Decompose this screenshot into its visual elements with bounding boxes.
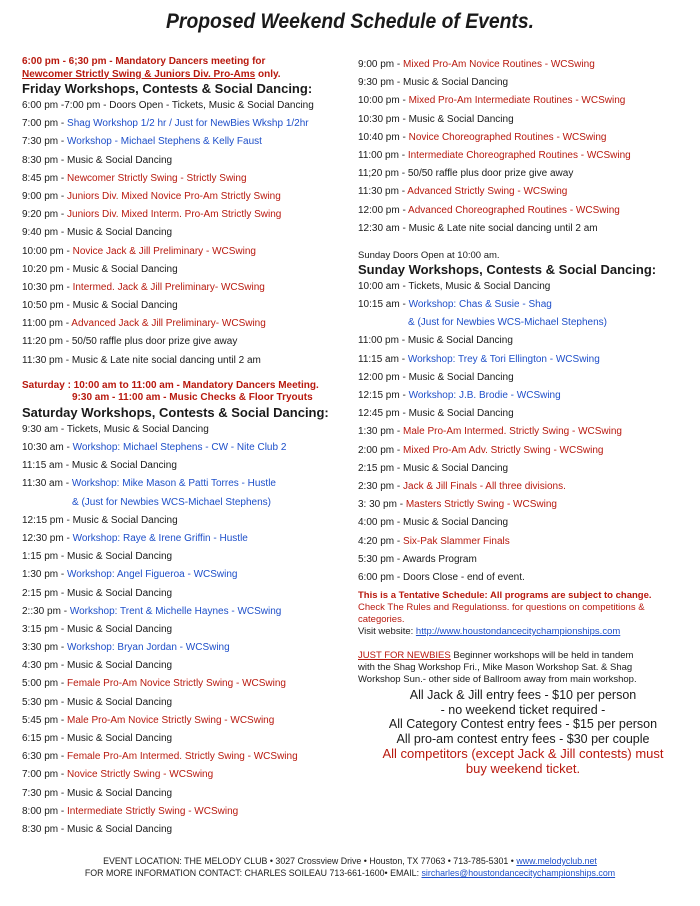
website-line: Visit website: http://www.houstondancecitychampionships.com bbox=[358, 626, 621, 638]
event-time: 12:30 am bbox=[358, 222, 400, 234]
event-time: 10:30 pm bbox=[358, 113, 400, 125]
schedule-row: 11:15 am - Workshop: Trey & Tori Ellington - WCSwing bbox=[358, 353, 600, 365]
disclaimer: This is a Tentative Schedule: All programs are subject to change. Check The Rules and Regulationss. for questions on competitions & categories. bbox=[358, 590, 652, 626]
friday-notice: 6:00 pm - 6;30 pm - Mandatory Dancers meeting for Newcomer Strictly Swing & Juniors Div. Pro-Ams only. bbox=[22, 56, 281, 80]
event-name: Doors Open - Tickets, Music & Social Dancing bbox=[109, 100, 314, 111]
event-time: 10:30 am bbox=[22, 442, 64, 453]
event-time: 9:40 pm bbox=[22, 227, 59, 239]
schedule-row: 9:40 pm - Music & Social Dancing bbox=[22, 227, 173, 239]
page-title: Proposed Weekend Schedule of Events. bbox=[166, 10, 534, 33]
schedule-row: 12:45 pm - Music & Social Dancing bbox=[358, 408, 514, 420]
schedule-row: 1:30 pm - Male Pro-Am Intermed. Strictly Swing - WCSwing bbox=[358, 426, 622, 438]
event-name: Juniors Div. Mixed Interm. Pro-Am Strictly Swing bbox=[67, 209, 282, 221]
event-name: Female Pro-Am Intermed. Strictly Swing - WCSwing bbox=[67, 751, 298, 763]
schedule-row: 10:20 pm - Music & Social Dancing bbox=[22, 263, 178, 275]
event-name: Music & Social Dancing bbox=[67, 823, 173, 835]
schedule-row: 10:00 am - Tickets, Music & Social Dancing bbox=[358, 280, 551, 292]
event-name: Workshop: Trey & Tori Ellington - WCSwing bbox=[407, 353, 600, 365]
event-time: 8:45 pm bbox=[22, 172, 59, 184]
sunday-heading: Sunday Workshops, Contests & Social Dancing: bbox=[358, 261, 657, 277]
schedule-row: 8:30 pm - Music & Social Dancing bbox=[22, 823, 173, 835]
event-name: 50/50 raffle plus door prize give away bbox=[407, 168, 574, 180]
melody-club-link[interactable]: www.melodyclub.net bbox=[516, 856, 597, 867]
event-name: Music & Social Dancing bbox=[67, 623, 173, 635]
sunday-schedule bbox=[358, 278, 688, 587]
event-name: Music & Late nite social dancing until 2 am bbox=[71, 354, 261, 366]
event-time: 7:30 pm bbox=[22, 787, 59, 799]
schedule-row: 4:30 pm - Music & Social Dancing bbox=[22, 660, 173, 672]
event-name: Intermediate Choreographed Routines - WCSwing bbox=[407, 149, 631, 161]
schedule-row: 12:00 pm - Advanced Choreographed Routines - WCSwing bbox=[358, 204, 620, 216]
event-name: Six-Pak Slammer Finals bbox=[403, 535, 510, 547]
event-time: 4:00 pm bbox=[358, 517, 395, 529]
event-time: 12:45 pm bbox=[358, 408, 400, 420]
event-time: 11:30 pm bbox=[22, 354, 63, 366]
event-name: Music & Social Dancing bbox=[67, 733, 173, 744]
schedule-row: 11:00 pm - Intermediate Choreographed Routines - WCSwing bbox=[358, 149, 631, 161]
schedule-row: 11:30 pm - Music & Late nite social dancing until 2 am bbox=[22, 354, 261, 366]
schedule-row: 12:15 pm - Music & Social Dancing bbox=[22, 514, 178, 526]
event-time: 10:00 am bbox=[358, 280, 400, 292]
schedule-row: 4:00 pm - Music & Social Dancing bbox=[358, 517, 509, 529]
left-column bbox=[22, 56, 340, 839]
event-time: 6:00 pm -7:00 pm bbox=[22, 100, 101, 111]
event-name: Advanced Choreographed Routines - WCSwing bbox=[408, 204, 620, 216]
schedule-row: 11:00 pm - Advanced Jack & Jill Preliminary- WCSwing bbox=[22, 318, 266, 330]
event-time: 7:00 pm bbox=[22, 118, 59, 130]
event-time: 9:00 pm bbox=[22, 190, 59, 202]
schedule-row: 6:00 pm -7:00 pm - Doors Open - Tickets, Music & Social Dancing bbox=[22, 100, 314, 111]
event-name: Music & Social Dancing bbox=[403, 77, 509, 89]
event-name: & (Just for Newbies WCS-Michael Stephens) bbox=[72, 496, 271, 508]
event-name: Intermediate Strictly Swing - WCSwing bbox=[67, 805, 239, 817]
schedule-row: 10:30 pm - Intermed. Jack & Jill Preliminary- WCSwing bbox=[22, 281, 265, 293]
schedule-row: 3:30 pm - Workshop: Bryan Jordan - WCSwing bbox=[22, 642, 230, 654]
schedule-row: 2:15 pm - Music & Social Dancing bbox=[358, 462, 509, 474]
saturday-notice: Saturday : 10:00 am to 11:00 am - Mandatory Dancers Meeting. 9:30 am - 11:00 am - Music Checks & Floor Tryouts bbox=[22, 379, 319, 404]
schedule-row: 7:00 pm - Novice Strictly Swing - WCSwing bbox=[22, 769, 214, 781]
schedule-row: 9:00 pm - Juniors Div. Mixed Novice Pro-Am Strictly Swing bbox=[22, 190, 281, 202]
event-time: 2:30 pm bbox=[358, 480, 395, 492]
event-time: 4:30 pm bbox=[22, 660, 59, 672]
event-time: 12:30 pm bbox=[22, 532, 64, 544]
schedule-row: 1:30 pm - Workshop: Angel Figueroa - WCSwing bbox=[22, 569, 238, 581]
schedule-row: 5:30 pm - Awards Program bbox=[358, 553, 477, 565]
event-time: 10:50 pm bbox=[22, 300, 64, 312]
event-name: Music & Social Dancing bbox=[67, 551, 173, 563]
event-time: 10:15 am bbox=[358, 299, 400, 311]
schedule-row: 10:50 pm - Music & Social Dancing bbox=[22, 300, 178, 312]
schedule-row: 11:30 pm - Advanced Strictly Swing - WCSwing bbox=[358, 186, 568, 198]
event-time: 12:15 pm bbox=[358, 390, 400, 401]
schedule-row bbox=[22, 494, 340, 512]
event-time: 5:30 pm bbox=[358, 553, 395, 565]
entry-fees: All Jack & Jill entry fees - $10 per person - no weekend ticket required - All Category Contest entry fees - $15 per person All pro-am contest entry fees - $30 per couple All competitors (except Jack & Jill contests) must buy weekend ticket. bbox=[382, 688, 664, 777]
event-name: Jack & Jill Finals - All three divisions. bbox=[403, 480, 566, 492]
schedule-row: 11:30 am - Workshop: Mike Mason & Patti Torres - Hustle bbox=[22, 478, 276, 490]
event-time: 8:00 pm bbox=[22, 805, 59, 817]
event-name: Doors Close - end of event. bbox=[403, 571, 525, 583]
event-name: Music & Social Dancing bbox=[408, 371, 514, 383]
event-time: 5:45 pm bbox=[22, 714, 59, 726]
schedule-row: 11:20 pm - 50/50 raffle plus door prize give away bbox=[22, 336, 238, 348]
event-name: Music & Social Dancing bbox=[408, 113, 514, 125]
event-time: 10:00 pm bbox=[22, 245, 64, 257]
footer: EVENT LOCATION: THE MELODY CLUB • 3027 Crossview Drive • Houston, TX 77063 • 713-785-5301 • www.melodyclub.net FOR MORE INFORMATION CONTACT: CHARLES SOILEAU 713-661-1600• EMAIL: sircharles@houstondancecitychampionships.com bbox=[84, 856, 616, 879]
schedule-row: 10:30 pm - Music & Social Dancing bbox=[358, 113, 514, 125]
event-name: Novice Choreographed Routines - WCSwing bbox=[408, 131, 607, 143]
schedule-row: 9:20 pm - Juniors Div. Mixed Interm. Pro-Am Strictly Swing bbox=[22, 209, 282, 221]
event-time: 9:30 pm bbox=[358, 77, 395, 89]
event-name: Workshop: Raye & Irene Griffin - Hustle bbox=[72, 532, 248, 544]
event-time: 5:30 pm bbox=[22, 696, 59, 708]
schedule-row: 3:15 pm - Music & Social Dancing bbox=[22, 623, 173, 635]
event-time: 11;20 pm bbox=[358, 168, 399, 180]
event-name: Masters Strictly Swing - WCSwing bbox=[405, 499, 557, 511]
event-name: Male Pro-Am Intermed. Strictly Swing - WCSwing bbox=[403, 426, 622, 438]
event-time: 10:00 pm bbox=[358, 95, 400, 107]
event-time: 6:30 pm bbox=[22, 751, 59, 763]
event-time: 7:00 pm bbox=[22, 769, 59, 781]
event-name: Juniors Div. Mixed Novice Pro-Am Strictly Swing bbox=[67, 190, 281, 202]
event-name: Workshop: Michael Stephens - CW - Nite Club 2 bbox=[72, 442, 287, 453]
schedule-row: 11:00 pm - Music & Social Dancing bbox=[358, 335, 513, 347]
event-time: 3: 30 pm bbox=[358, 499, 397, 511]
schedule-row: 9:30 pm - Music & Social Dancing bbox=[358, 77, 509, 89]
schedule-row: 9:30 am - Tickets, Music & Social Dancing bbox=[22, 423, 209, 435]
event-name: Mixed Pro-Am Intermediate Routines - WCSwing bbox=[408, 95, 626, 107]
schedule-row: 5:30 pm - Music & Social Dancing bbox=[22, 696, 173, 708]
event-time: 7:30 pm bbox=[22, 136, 59, 148]
schedule-row: 3: 30 pm - Masters Strictly Swing - WCSwing bbox=[358, 499, 557, 511]
event-name: Tickets, Music & Social Dancing bbox=[66, 423, 209, 435]
sunday-doors: Sunday Doors Open at 10:00 am. bbox=[358, 249, 500, 261]
schedule-row: 6:00 pm - Doors Close - end of event. bbox=[358, 571, 525, 583]
event-name: Workshop: J.B. Brodie - WCSwing bbox=[408, 390, 561, 401]
event-time: 2:15 pm bbox=[22, 587, 59, 599]
event-time: 8:30 pm bbox=[22, 154, 59, 166]
event-name: Music & Social Dancing bbox=[67, 154, 173, 166]
saturday-heading: Saturday Workshops, Contests & Social Dancing: bbox=[22, 404, 329, 420]
schedule-row: 6:15 pm - Music & Social Dancing bbox=[22, 733, 173, 744]
event-time: 11:30 pm bbox=[358, 186, 399, 198]
event-time: 6:00 pm bbox=[358, 571, 395, 583]
event-name: Tickets, Music & Social Dancing bbox=[408, 280, 551, 292]
event-time: 2:00 pm bbox=[358, 444, 395, 456]
event-name: Mixed Pro-Am Adv. Strictly Swing - WCSwing bbox=[403, 444, 604, 456]
schedule-row: 10:40 pm - Novice Choreographed Routines - WCSwing bbox=[358, 131, 607, 143]
event-time: 11:15 am bbox=[358, 353, 399, 365]
event-time: 11:20 pm bbox=[22, 336, 63, 348]
saturday-schedule bbox=[22, 421, 340, 839]
event-name: Advanced Strictly Swing - WCSwing bbox=[407, 186, 568, 198]
email-link[interactable]: sircharles@houstondancecitychampionships.com bbox=[421, 868, 616, 879]
event-time: 1:15 pm bbox=[22, 551, 59, 563]
event-name: Newcomer Strictly Swing - Strictly Swing bbox=[67, 172, 247, 184]
schedule-row: 10:15 am - Workshop: Chas & Susie - Shag bbox=[358, 299, 552, 311]
event-name: Music & Social Dancing bbox=[67, 587, 173, 599]
schedule-row: 7:30 pm - Music & Social Dancing bbox=[22, 787, 173, 799]
event-name: Music & Social Dancing bbox=[72, 514, 178, 526]
schedule-row: 8:45 pm - Newcomer Strictly Swing - Strictly Swing bbox=[22, 172, 247, 184]
event-time: 12:00 pm bbox=[358, 204, 400, 216]
event-time: 11:00 pm bbox=[358, 149, 399, 161]
event-name: Novice Strictly Swing - WCSwing bbox=[67, 769, 214, 781]
schedule-row: 2:30 pm - Jack & Jill Finals - All three divisions. bbox=[358, 480, 566, 492]
event-name: Workshop: Trent & Michelle Haynes - WCSwing bbox=[69, 605, 282, 617]
event-name: Workshop: Angel Figueroa - WCSwing bbox=[67, 569, 238, 581]
schedule-row: 4:20 pm - Six-Pak Slammer Finals bbox=[358, 535, 510, 547]
schedule-row: 12:00 pm - Music & Social Dancing bbox=[358, 371, 514, 383]
event-time: 3:15 pm bbox=[22, 623, 59, 635]
event-time: 10:40 pm bbox=[358, 131, 400, 143]
event-time: 10:30 pm bbox=[22, 281, 64, 293]
website-link[interactable]: http://www.houstondancecitychampionships.com bbox=[415, 626, 621, 638]
event-name: Music & Social Dancing bbox=[67, 660, 173, 672]
event-name: Music & Social Dancing bbox=[71, 460, 177, 472]
event-time: 12:15 pm bbox=[22, 514, 64, 526]
event-time: 2::30 pm bbox=[22, 605, 61, 617]
event-time: 12:00 pm bbox=[358, 371, 400, 383]
event-name: & (Just for Newbies WCS-Michael Stephens) bbox=[408, 317, 607, 329]
event-name: Music & Social Dancing bbox=[72, 263, 178, 275]
event-time: 10:20 pm bbox=[22, 263, 64, 275]
event-name: Workshop: Chas & Susie - Shag bbox=[408, 299, 552, 311]
schedule-row: 10:00 pm - Novice Jack & Jill Preliminary - WCSwing bbox=[22, 245, 256, 257]
schedule-row: 2::30 pm - Workshop: Trent & Michelle Haynes - WCSwing bbox=[22, 605, 282, 617]
schedule-row: 2:00 pm - Mixed Pro-Am Adv. Strictly Swing - WCSwing bbox=[358, 444, 604, 456]
schedule-row: 12:30 am - Music & Late nite social dancing until 2 am bbox=[358, 222, 598, 234]
event-time: 9:30 am bbox=[22, 423, 59, 435]
schedule-row: 11:15 am - Music & Social Dancing bbox=[22, 460, 177, 472]
event-name: Music & Social Dancing bbox=[407, 335, 513, 347]
friday-schedule bbox=[22, 97, 340, 370]
event-time: 5:00 pm bbox=[22, 678, 59, 690]
schedule-row: 1:15 pm - Music & Social Dancing bbox=[22, 551, 173, 563]
schedule-row: 8:00 pm - Intermediate Strictly Swing - WCSwing bbox=[22, 805, 239, 817]
schedule-row: 10:30 am - Workshop: Michael Stephens - CW - Nite Club 2 bbox=[22, 442, 287, 453]
friday-heading: Friday Workshops, Contests & Social Dancing: bbox=[22, 81, 313, 96]
schedule-row: 8:30 pm - Music & Social Dancing bbox=[22, 154, 173, 166]
event-name: Music & Late nite social dancing until 2 am bbox=[408, 222, 598, 234]
event-time: 2:15 pm bbox=[358, 462, 395, 474]
event-time: 4:20 pm bbox=[358, 535, 395, 547]
event-time: 11:15 am bbox=[22, 460, 63, 472]
event-name: Music & Social Dancing bbox=[72, 300, 178, 312]
event-name: Awards Program bbox=[402, 553, 477, 565]
event-time: 11:00 pm bbox=[358, 335, 399, 347]
event-name: Novice Jack & Jill Preliminary - WCSwing bbox=[72, 245, 256, 257]
event-time: 9:20 pm bbox=[22, 209, 59, 221]
event-name: Workshop: Mike Mason & Patti Torres - Hustle bbox=[71, 478, 276, 490]
event-name: Mixed Pro-Am Novice Routines - WCSwing bbox=[403, 59, 595, 70]
schedule-row bbox=[358, 314, 688, 332]
event-time: 1:30 pm bbox=[22, 569, 59, 581]
schedule-row: 7:30 pm - Workshop - Michael Stephens & Kelly Faust bbox=[22, 136, 262, 148]
event-time: 11:30 am bbox=[22, 478, 63, 490]
event-name: Music & Social Dancing bbox=[403, 517, 509, 529]
event-name: Music & Social Dancing bbox=[403, 462, 509, 474]
schedule-row: 12:15 pm - Workshop: J.B. Brodie - WCSwing bbox=[358, 390, 561, 401]
event-name: Workshop: Bryan Jordan - WCSwing bbox=[67, 642, 230, 654]
newbies-note: JUST FOR NEWBIES Beginner workshops will be held in tandem with the Shag Workshop Fri., Mike Mason Workshop Sat. & Shag Workshop Sun.- other side of Ballroom away from main workshop. bbox=[358, 650, 637, 686]
event-time: 9:00 pm bbox=[358, 59, 395, 70]
event-name: Shag Workshop 1/2 hr / Just for NewBies Wkshp 1/2hr bbox=[67, 118, 309, 130]
event-time: 3:30 pm bbox=[22, 642, 59, 654]
schedule-row: 6:30 pm - Female Pro-Am Intermed. Strictly Swing - WCSwing bbox=[22, 751, 298, 763]
schedule-row: 9:00 pm - Mixed Pro-Am Novice Routines - WCSwing bbox=[358, 59, 595, 70]
schedule-row: 12:30 pm - Workshop: Raye & Irene Griffin - Hustle bbox=[22, 532, 248, 544]
event-time: 8:30 pm bbox=[22, 823, 59, 835]
event-name: Intermed. Jack & Jill Preliminary- WCSwing bbox=[72, 281, 265, 293]
schedule-row: 2:15 pm - Music & Social Dancing bbox=[22, 587, 173, 599]
schedule-row: 7:00 pm - Shag Workshop 1/2 hr / Just for NewBies Wkshp 1/2hr bbox=[22, 118, 309, 130]
schedule-row: 11;20 pm - 50/50 raffle plus door prize give away bbox=[358, 168, 574, 180]
event-time: 11:00 pm bbox=[22, 318, 63, 330]
event-name: Music & Social Dancing bbox=[67, 227, 173, 239]
event-name: Female Pro-Am Novice Strictly Swing - WCSwing bbox=[67, 678, 286, 690]
event-name: Music & Social Dancing bbox=[67, 787, 173, 799]
saturday-night-schedule bbox=[358, 56, 688, 238]
schedule-row: 5:45 pm - Male Pro-Am Novice Strictly Swing - WCSwing bbox=[22, 714, 275, 726]
event-name: Music & Social Dancing bbox=[67, 696, 173, 708]
event-name: Advanced Jack & Jill Preliminary- WCSwing bbox=[71, 318, 266, 330]
event-name: Male Pro-Am Novice Strictly Swing - WCSwing bbox=[67, 714, 275, 726]
schedule-row: 10:00 pm - Mixed Pro-Am Intermediate Routines - WCSwing bbox=[358, 95, 626, 107]
schedule-row: 5:00 pm - Female Pro-Am Novice Strictly Swing - WCSwing bbox=[22, 678, 286, 690]
event-name: Workshop - Michael Stephens & Kelly Faust bbox=[67, 136, 262, 148]
event-time: 6:15 pm bbox=[22, 733, 59, 744]
event-time: 1:30 pm bbox=[358, 426, 395, 438]
right-column bbox=[358, 56, 688, 776]
event-name: Music & Social Dancing bbox=[408, 408, 514, 420]
event-name: 50/50 raffle plus door prize give away bbox=[71, 336, 238, 348]
